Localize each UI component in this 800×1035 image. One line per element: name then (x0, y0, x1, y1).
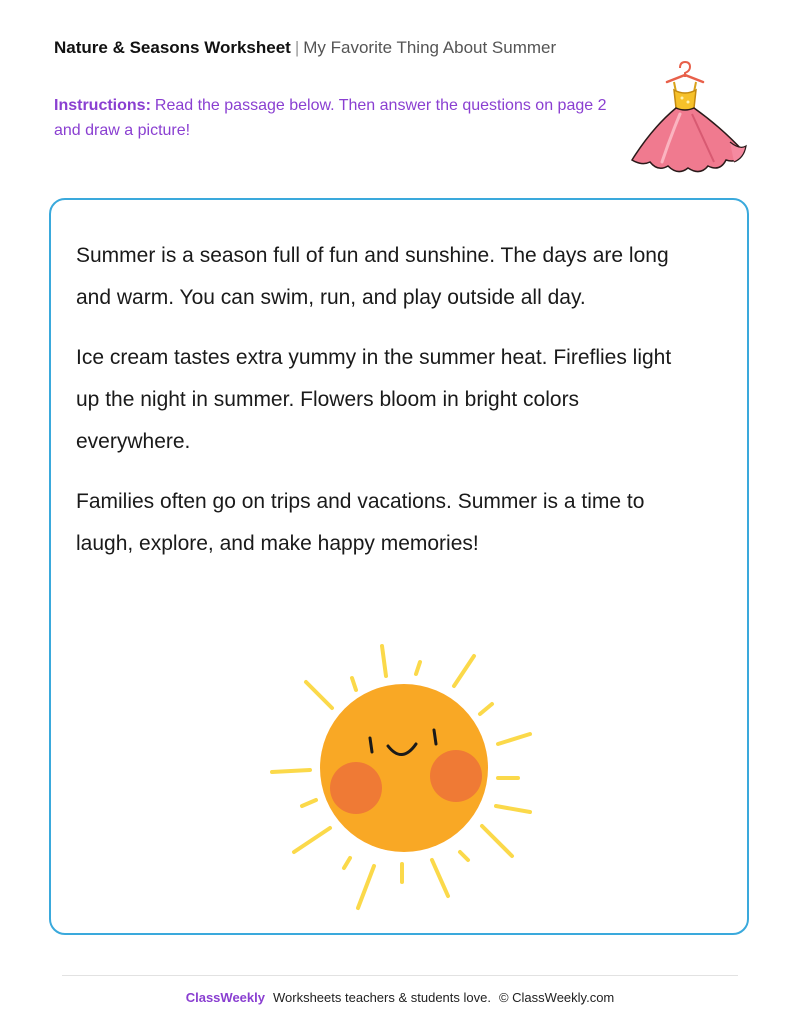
instructions (54, 93, 614, 143)
instructions-label: Instructions: (54, 97, 151, 114)
reading-passage (76, 235, 686, 583)
smiling-sun-icon (262, 638, 538, 914)
passage-paragraph-3: Families often go on trips and vacations. Summer is a time to laugh, explore, and make happy memories! (76, 490, 645, 555)
worksheet-title: Nature & Seasons Worksheet (54, 38, 291, 57)
footer-brand[interactable]: ClassWeekly (185, 990, 265, 1005)
passage-paragraph-2: Ice cream tastes extra yummy in the summer heat. Fireflies light up the night in summer. Flowers bloom in bright colors everywhere. (76, 346, 672, 453)
dress-on-hanger-icon (622, 58, 750, 188)
worksheet-subtitle: My Favorite Thing About Summer (303, 38, 557, 57)
passage-paragraph-1: Summer is a season full of fun and sunshine. The days are long and warm. You can swim, run, and play outside all day. (76, 244, 669, 309)
footer-copyright: © ClassWeekly.com (498, 990, 615, 1005)
instructions-text: Read the passage below. Then answer the questions on page 2 and draw a picture! (54, 97, 607, 139)
title-separator: | (294, 38, 300, 57)
footer (0, 990, 800, 1005)
page-title (54, 38, 556, 58)
footer-divider (62, 975, 738, 976)
footer-tagline: Worksheets teachers & students love. (272, 990, 491, 1005)
